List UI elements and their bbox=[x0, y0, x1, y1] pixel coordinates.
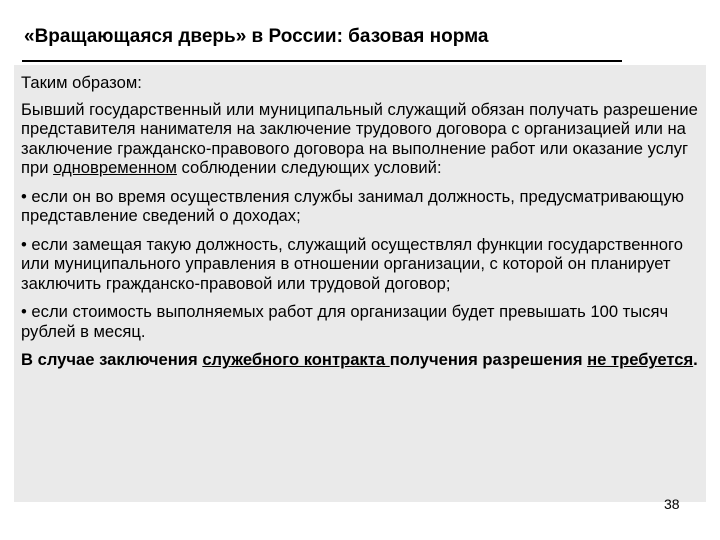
content-body bbox=[21, 73, 701, 370]
conclusion-part-1: В случае заключения bbox=[21, 350, 203, 369]
main-text-before: Бывший государственный или муниципальный служащий обязан получать разрешение представителя нанимателя на заключение трудового договора с организацией или на заключение гражданско-правового договора на выполнение работ или оказание услуг при bbox=[21, 99, 698, 177]
conclusion-part-3: получения разрешения bbox=[389, 350, 588, 369]
conclusion-part-4: не требуется bbox=[587, 350, 694, 369]
main-text-after: соблюдении следующих условий: bbox=[176, 158, 442, 177]
conclusion-paragraph bbox=[21, 350, 701, 370]
page-number: 38 bbox=[664, 496, 680, 512]
slide-title: «Вращающаяся дверь» в России: базовая норма bbox=[24, 26, 489, 47]
intro-line: Таким образом: bbox=[21, 73, 142, 92]
condition-item-3: • если стоимость выполняемых работ для организации будет превышать 100 тысяч рублей в месяц. bbox=[21, 302, 669, 341]
condition-item-2: • если замещая такую должность, служащий осуществлял функции государственного или муниципального управления в отношении организации, с которой он планирует заключить гражданско-правовой или трудовой договор; bbox=[21, 234, 683, 293]
conclusion-part-2: служебного контракта bbox=[202, 350, 390, 369]
title-underline-rule bbox=[22, 60, 622, 62]
main-paragraph bbox=[21, 100, 701, 178]
main-text-underlined: одновременном bbox=[53, 158, 177, 177]
conclusion-part-5: . bbox=[693, 350, 698, 369]
condition-item-1: • если он во время осуществления службы занимал должность, предусматривающую представление сведений о доходах; bbox=[21, 186, 684, 225]
